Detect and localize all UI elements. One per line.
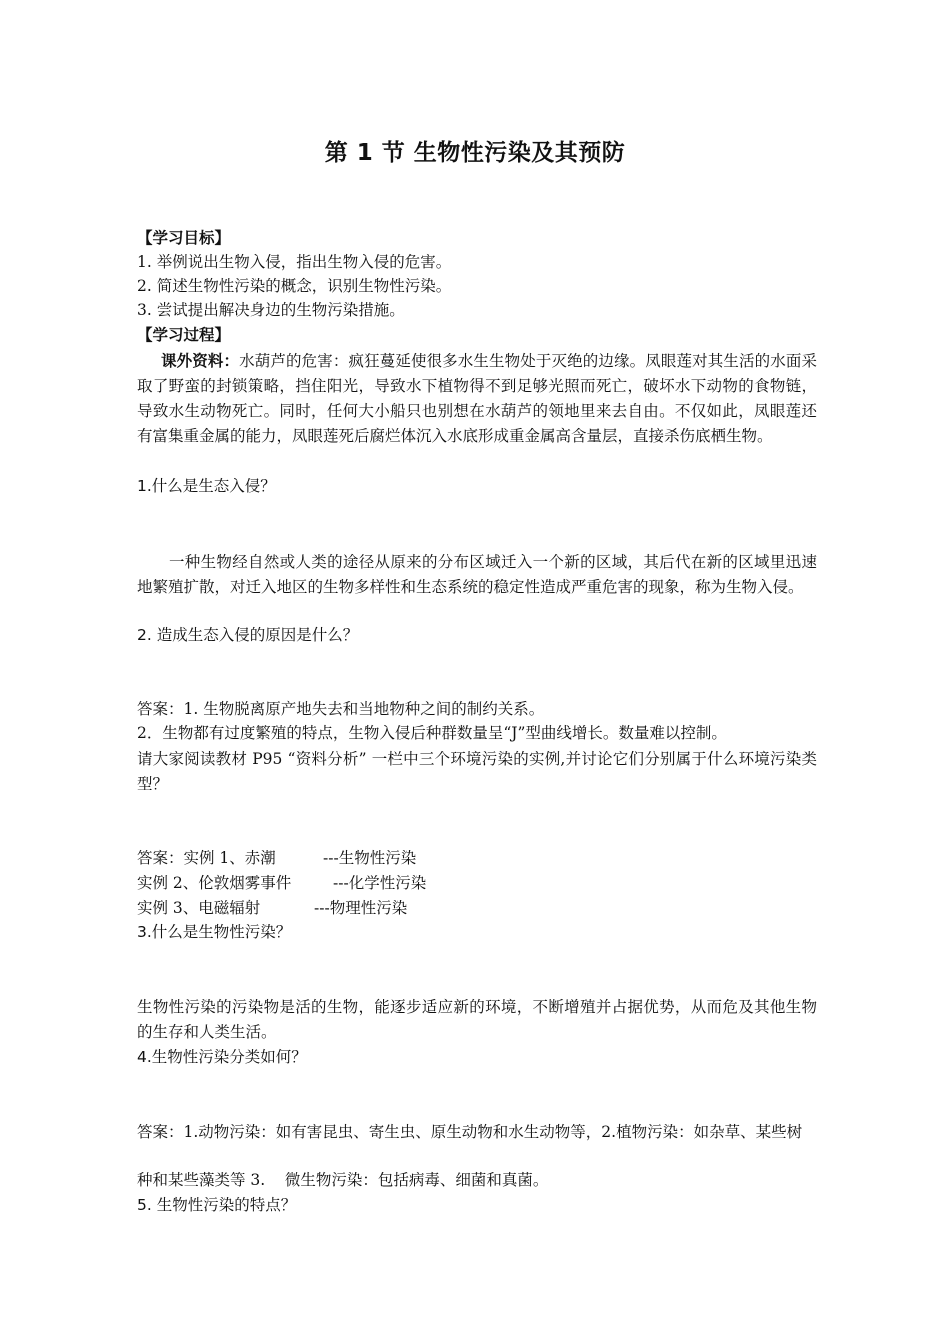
example-name: 答案：实例 1、赤潮	[137, 849, 276, 867]
example-type: ---化学性污染	[333, 874, 427, 892]
reading-task: 请大家阅读教材 P95 “资料分析” 一栏中三个环境污染的实例,并讨论它们分别属于什么环境污染类型？	[137, 750, 817, 793]
answer-2-line-1: 答案：1. 生物脱离原产地失去和当地物种之间的制约关系。	[137, 700, 545, 718]
extra-text: 水葫芦的危害：疯狂蔓延使很多水生生物处于灭绝的边缘。凤眼莲对其生活的水面采取了野蛮的封锁策略，挡住阳光，导致水下植物得不到足够光照而死亡，破坏水下动物的食物链，导致水生动物死亡。同时，任何大小船只也别想在水葫芦的领地里来去自由。不仅如此，凤眼莲还有富集重金属的能力，凤眼莲死后腐烂体沉入水底形成重金属高含量层，直接杀伤底栖生物。	[137, 352, 817, 445]
question-4: 4.生物性污染分类如何？	[137, 1048, 307, 1066]
question-1: 1.什么是生态入侵？	[137, 477, 276, 495]
goal-item: 1. 举例说出生物入侵，指出生物入侵的危害。	[137, 253, 452, 271]
question-3: 3.什么是生物性污染？	[137, 923, 292, 941]
example-name: 实例 3、电磁辐射	[137, 899, 261, 917]
answer-2-line-2: 2．生物都有过度繁殖的特点，生物入侵后种群数量呈“J”型曲线增长。数量难以控制。	[137, 724, 727, 742]
example-type: ---物理性污染	[314, 899, 408, 917]
example-row	[137, 873, 426, 893]
question-2: 2. 造成生态入侵的原因是什么？	[137, 626, 359, 644]
answer-1: 一种生物经自然或人类的途径从原来的分布区域迁入一个新的区域，其后代在新的区域里迅速地繁殖扩散，对迁入地区的生物多样性和生态系统的稳定性造成严重危害的现象，称为生物入侵。	[137, 553, 817, 596]
example-name: 实例 2、伦敦烟雾事件	[137, 874, 292, 892]
extra-material	[137, 349, 817, 449]
example-row	[137, 898, 407, 918]
page-title: 第 1 节 生物性污染及其预防	[324, 140, 626, 166]
answer-4-line-2: 种和某些藻类等 3. 微生物污染：包括病毒、细菌和真菌。	[137, 1171, 549, 1189]
goal-item: 3. 尝试提出解决身边的生物污染措施。	[137, 301, 405, 319]
process-header: 【学习过程】	[137, 326, 231, 344]
example-type: ---生物性污染	[323, 849, 417, 867]
answer-4-line-1: 答案：1.动物污染：如有害昆虫、寄生虫、原生动物和水生动物等，2.植物污染：如杂草、某些树	[137, 1123, 803, 1141]
question-5: 5. 生物性污染的特点？	[137, 1196, 297, 1214]
goal-item: 2. 简述生物性污染的概念，识别生物性污染。	[137, 277, 452, 295]
answer-3: 生物性污染的污染物是活的生物，能逐步适应新的环境，不断增殖并占据优势，从而危及其他生物的生存和人类生活。	[137, 998, 817, 1041]
goals-header: 【学习目标】	[137, 229, 231, 247]
extra-label: 课外资料：	[161, 352, 240, 370]
example-row	[137, 848, 416, 868]
